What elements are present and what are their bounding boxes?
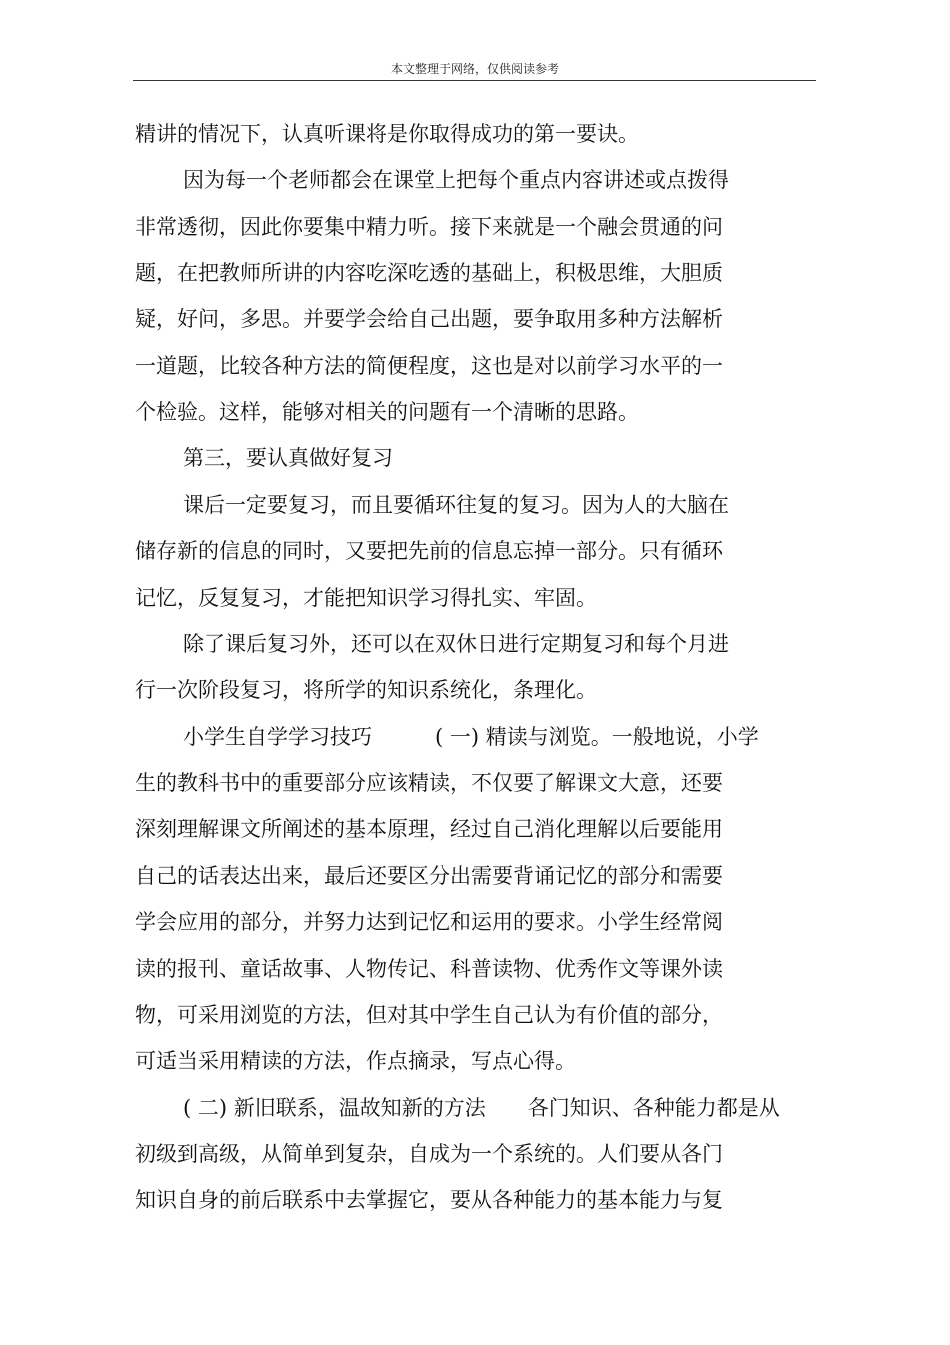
text-line: 自己的话表达出来，最后还要区分出需要背诵记忆的部分和需要 (135, 864, 723, 888)
text-line: 初级到高级，从简单到复杂，自成为一个系统的。人们要从各门 (135, 1142, 723, 1166)
text-line: 生的教科书中的重要部分应该精读，不仅要了解课文大意，还要 (135, 771, 723, 795)
text-line: 疑，好问，多思。并要学会给自己出题，要争取用多种方法解析 (135, 307, 723, 331)
text-line: 除了课后复习外，还可以在双休日进行定期复习和每个月进 (183, 632, 729, 656)
text-line: 行一次阶段复习，将所学的知识系统化，条理化。 (135, 678, 597, 702)
text-line: 个检验。这样，能够对相关的问题有一个清晰的思路。 (135, 400, 639, 424)
section-heading: 第三，要认真做好复习 (183, 446, 393, 470)
text-line: 深刻理解课文所阐述的基本原理，经过自己消化理解以后要能用 (135, 817, 723, 841)
text-line: 因为每一个老师都会在课堂上把每个重点内容讲述或点拨得 (183, 168, 729, 192)
text-line: ( 二) 新旧联系，温故知新的方法 各门知识、各种能力都是从 (183, 1096, 780, 1120)
text-line: 可适当采用精读的方法，作点摘录，写点心得。 (135, 1049, 576, 1073)
header-rule (133, 80, 816, 81)
text-line: 精讲的情况下，认真听课将是你取得成功的第一要诀。 (135, 122, 639, 146)
text-line: 小学生自学学习技巧 ( 一) 精读与浏览。一般地说，小学 (183, 725, 759, 749)
text-line: 课后一定要复习，而且要循环往复的复习。因为人的大脑在 (183, 493, 729, 517)
text-line: 记忆，反复复习，才能把知识学习得扎实、牢固。 (135, 586, 597, 610)
text-line: 非常透彻，因此你要集中精力听。接下来就是一个融会贯通的问 (135, 215, 723, 239)
text-line: 题，在把教师所讲的内容吃深吃透的基础上，积极思维，大胆质 (135, 261, 723, 285)
page-header: 本文整理于网络，仅供阅读参考 (390, 62, 559, 76)
text-line: 学会应用的部分，并努力达到记忆和运用的要求。小学生经常阅 (135, 910, 723, 934)
text-line: 一道题，比较各种方法的简便程度，这也是对以前学习水平的一 (135, 354, 723, 378)
text-line: 物，可采用浏览的方法，但对其中学生自己认为有价值的部分， (135, 1003, 723, 1027)
text-line: 读的报刊、童话故事、人物传记、科普读物、优秀作文等课外读 (135, 957, 723, 981)
text-line: 知识自身的前后联系中去掌握它，要从各种能力的基本能力与复 (135, 1188, 723, 1212)
text-line: 储存新的信息的同时，又要把先前的信息忘掉一部分。只有循环 (135, 539, 723, 563)
